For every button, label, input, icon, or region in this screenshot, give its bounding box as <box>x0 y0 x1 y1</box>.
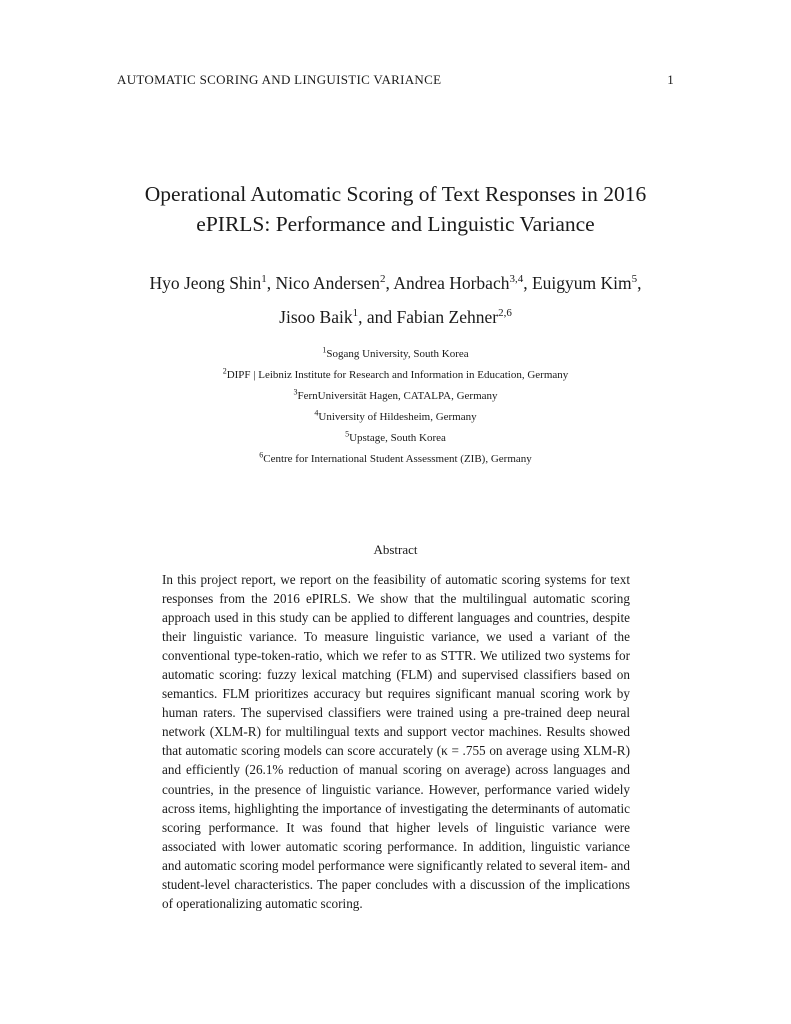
author: Hyo Jeong Shin$^1$ <box>149 273 267 293</box>
page-number: 1 <box>667 72 674 87</box>
affiliation: $^3$FernUniversität Hagen, CATALPA, Germany <box>293 387 498 402</box>
author-list: Hyo Jeong Shin$^1$, Nico Andersen$^2$, Andrea Horbach$^{3,4}$, Euigyum Kim$^5$, Jisoo Baik$^1$, and Fabian Zehner$^{2,6}$ <box>149 273 642 327</box>
running-head <box>117 72 674 88</box>
affiliation: $^1$Sogang University, South Korea <box>322 345 469 360</box>
author: Andrea Horbach$^{3,4}$ <box>393 273 524 293</box>
author: Jisoo Baik$^1$ <box>279 307 359 327</box>
author: Fabian Zehner$^{2,6}$ <box>396 307 512 327</box>
author: Nico Andersen$^2$ <box>275 273 386 293</box>
author: Euigyum Kim$^5$ <box>531 273 638 293</box>
affiliation: $^5$Upstage, South Korea <box>345 429 446 444</box>
running-title: AUTOMATIC SCORING AND LINGUISTIC VARIANCE <box>117 72 442 87</box>
affiliation: $^4$University of Hildesheim, Germany <box>314 408 477 423</box>
title-line-2: ePIRLS: Performance and Linguistic Variance <box>196 212 595 236</box>
paper-title <box>60 179 731 239</box>
abstract-heading: Abstract <box>373 542 418 557</box>
affiliation-list <box>60 344 731 470</box>
abstract-body: In this project report, we report on the feasibility of automatic scoring systems for text responses from the 2016 ePIRLS. We show that the multilingual automatic scoring approach used in this study can be applied to different languages and countries, despite their linguistic variance. To measure linguistic variance, we used a variant of the conventional type-token-ratio, which we refer to as STTR. We utilized two systems for automatic scoring: fuzzy lexical matching (FLM) and supervised classifiers based on semantics. FLM prioritizes accuracy but requires significant manual scoring work by human raters. The supervised classifiers were trained using a pre-trained deep neural network (XLM-R) for multilingual texts and support vector machines. Results showed that automatic scoring models can score accurately (κ = .755 on average using XLM-R) and efficiently (26.1% reduction of manual scoring on average) across languages and countries, in the presence of linguistic variance. However, performance varied widely across items, highlighting the importance of investigating the determinants of automatic scoring performance. It was found that higher levels of linguistic variance were associated with lower automatic scoring performance. In addition, linguistic variance and automatic scoring model performance were significantly related to several item- and student-level characteristics. The paper concludes with a discussion of the implications of operationalizing automatic scoring. <box>162 572 630 911</box>
title-line-1: Operational Automatic Scoring of Text Responses in 2016 <box>144 182 647 206</box>
affiliation: $^2$DIPF | Leibniz Institute for Research and Information in Education, Germany <box>222 366 569 381</box>
affiliation: $^6$Centre for International Student Assessment (ZIB), Germany <box>259 450 532 465</box>
